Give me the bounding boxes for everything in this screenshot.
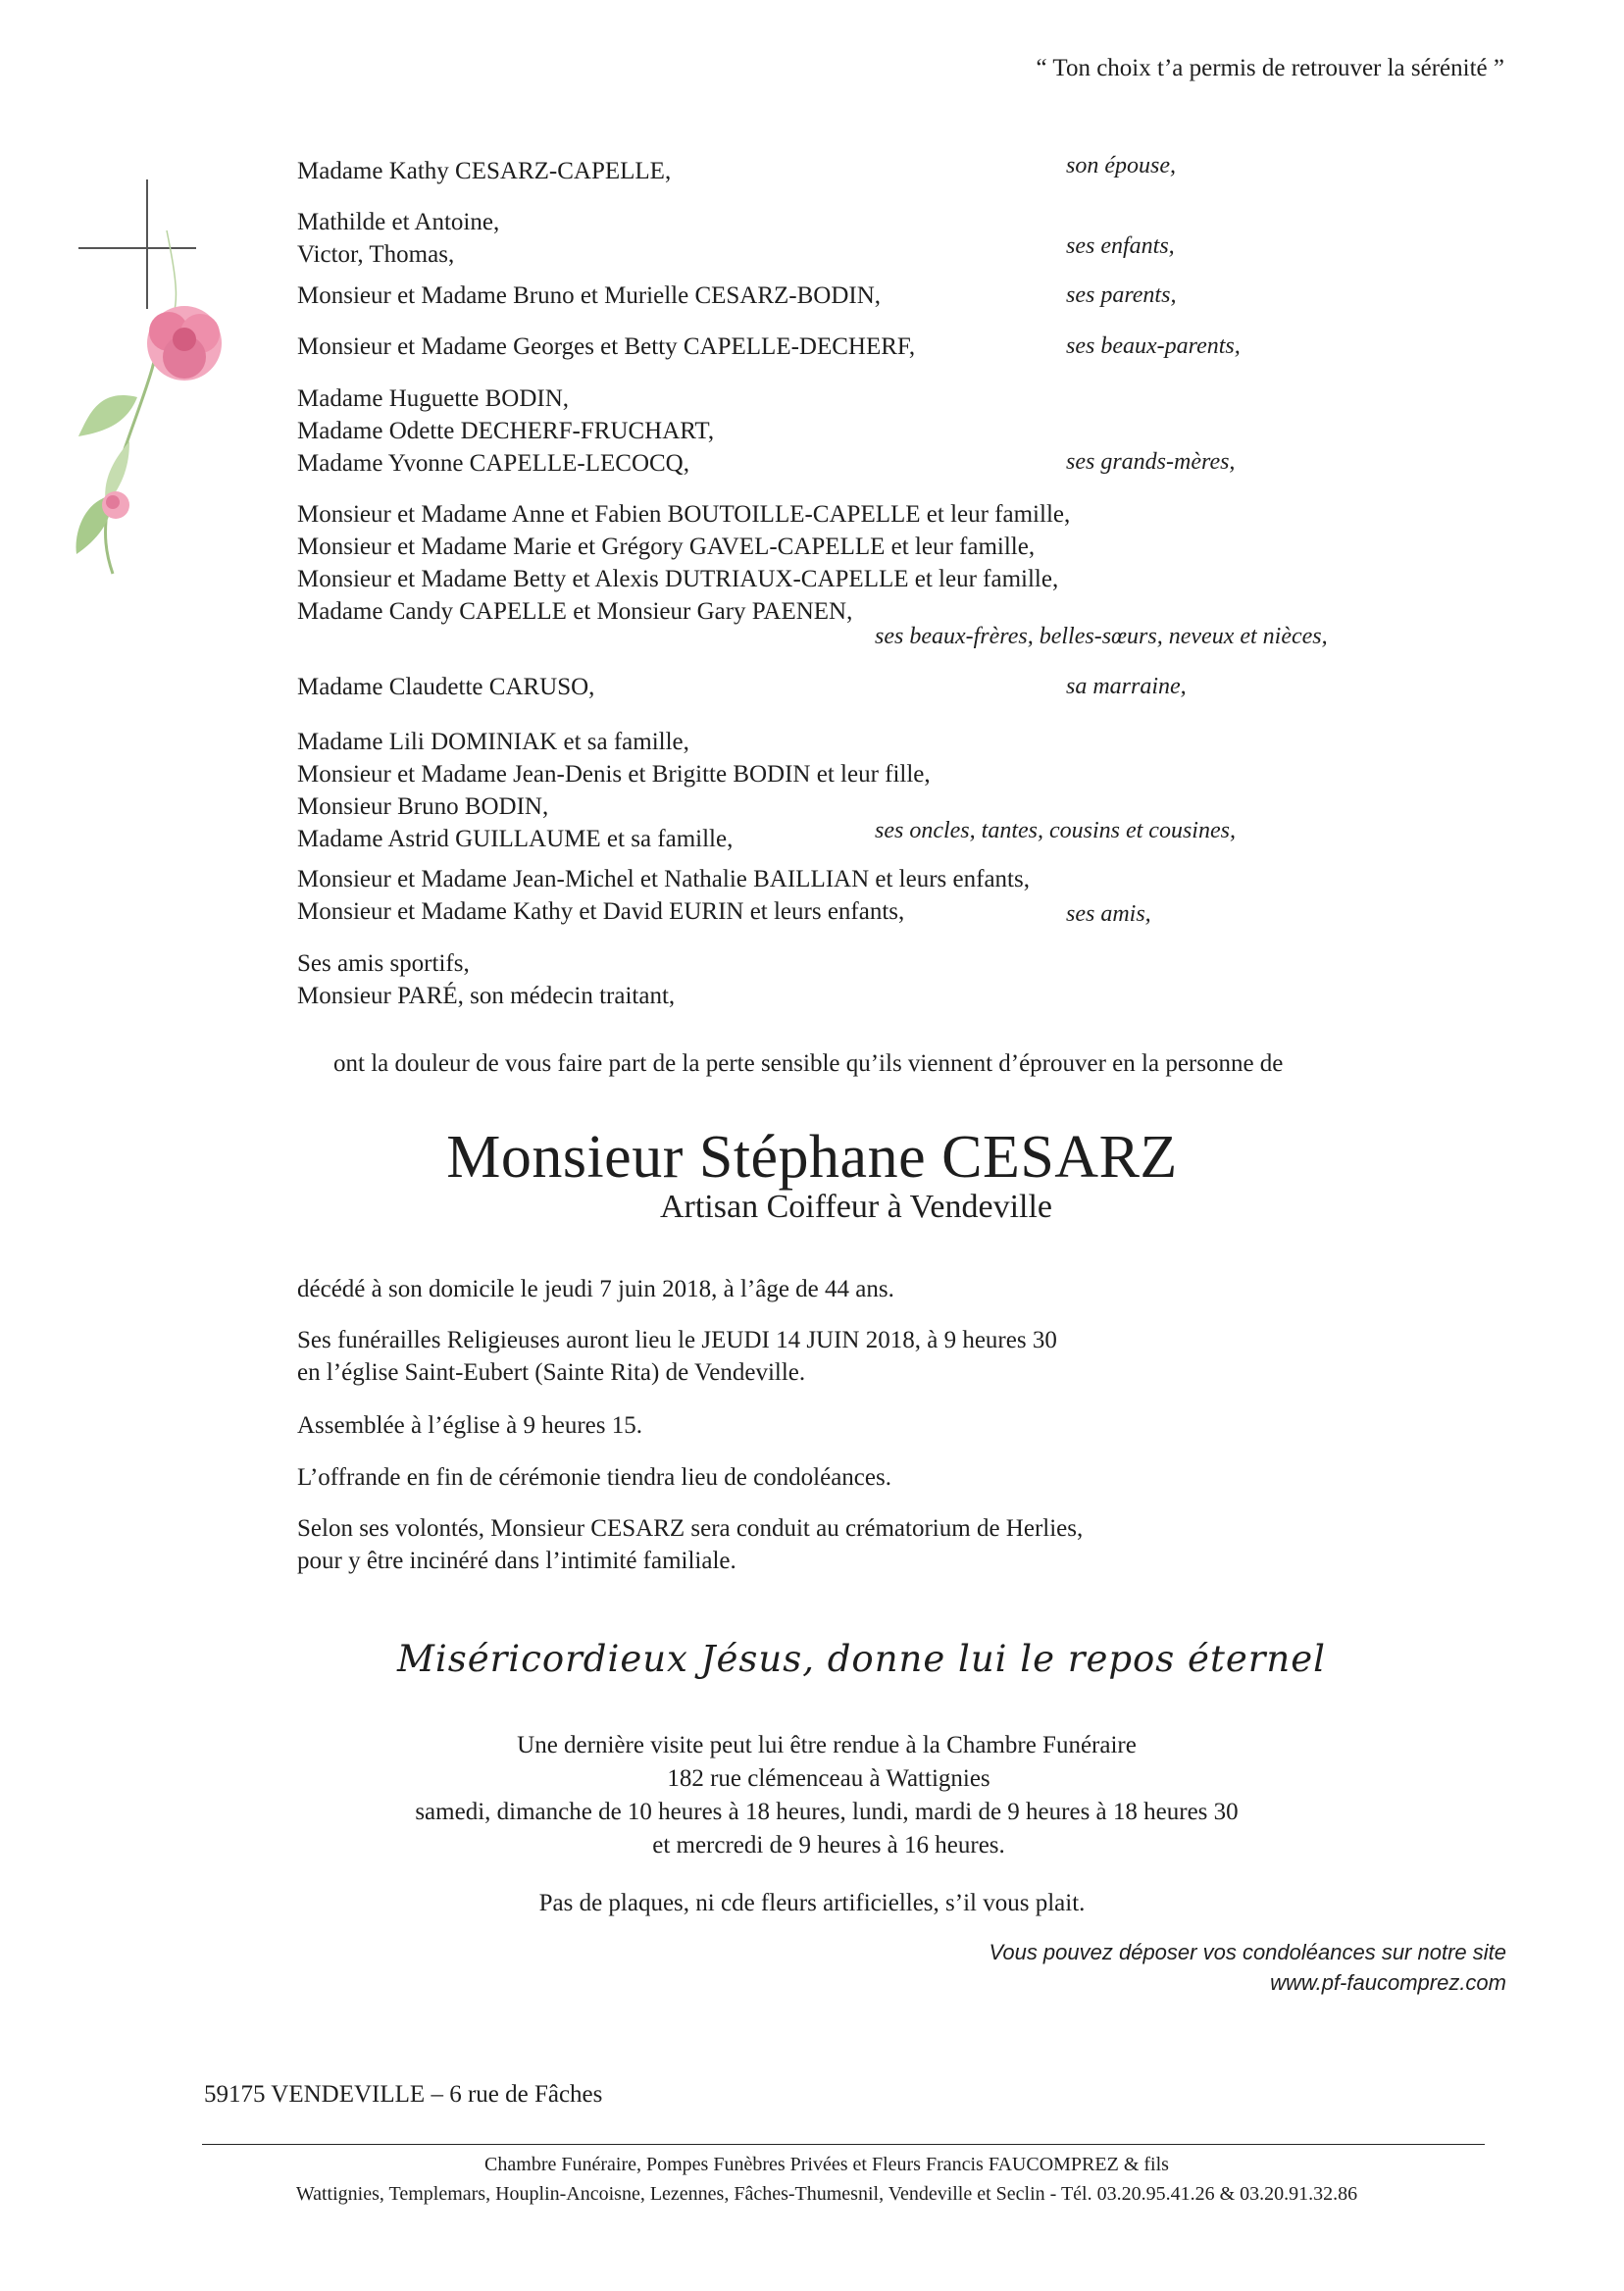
- visit-line: 182 rue clémenceau à Wattignies: [667, 1765, 990, 1792]
- family-member-line: Madame Claudette CARUSO,: [297, 674, 595, 700]
- epigraph: “ Ton choix t’a permis de retrouver la sérénité ”: [1036, 55, 1504, 81]
- family-member-line: Madame Candy CAPELLE et Monsieur Gary PAENEN,: [297, 598, 853, 625]
- family-member-line: Monsieur et Madame Kathy et David EURIN et leurs enfants,: [297, 898, 905, 925]
- family-member-line: Madame Huguette BODIN,: [297, 385, 570, 412]
- family-member-line: Monsieur et Madame Anne et Fabien BOUTOILLE-CAPELLE et leur famille,: [297, 501, 1071, 528]
- footer-divider: [202, 2144, 1485, 2145]
- family-member-line: Monsieur et Madame Jean-Michel et Nathalie BAILLIAN et leurs enfants,: [297, 866, 1030, 892]
- family-relation: ses beaux-frères, belles-sœurs, neveux et nièces,: [875, 624, 1328, 649]
- family-relation: sa marraine,: [1066, 674, 1187, 699]
- funeral-detail-line: Assemblée à l’église à 9 heures 15.: [297, 1412, 642, 1439]
- family-member-line: Madame Kathy CESARZ-CAPELLE,: [297, 158, 672, 184]
- family-member-line: Monsieur et Madame Betty et Alexis DUTRIAUX-CAPELLE et leur famille,: [297, 566, 1059, 592]
- condolence-note: [989, 1937, 1506, 1998]
- funeral-detail-line: L’offrande en fin de cérémonie tiendra lieu de condoléances.: [297, 1464, 891, 1491]
- no-flowers-note: Pas de plaques, ni cde fleurs artificielles, s’il vous plait.: [538, 1890, 1086, 1916]
- funeral-detail-line: en l’église Saint-Eubert (Sainte Rita) de Vendeville.: [297, 1359, 806, 1386]
- family-relation: ses grands-mères,: [1066, 449, 1236, 475]
- family-relation: ses amis,: [1066, 901, 1151, 927]
- family-relation: ses parents,: [1066, 282, 1177, 308]
- condolence-note-text: Vous pouvez déposer vos condoléances sur notre site: [989, 1940, 1506, 1964]
- footer-line-1: Chambre Funéraire, Pompes Funèbres Privées et Fleurs Francis FAUCOMPREZ & fils: [484, 2154, 1169, 2175]
- address: 59175 VENDEVILLE – 6 rue de Fâches: [204, 2081, 603, 2108]
- funeral-detail-line: pour y être incinéré dans l’intimité familiale.: [297, 1548, 736, 1574]
- leaf: [78, 395, 137, 436]
- family-member-line: Madame Lili DOMINIAK et sa famille,: [297, 729, 689, 755]
- deceased-title: Artisan Coiffeur à Vendeville: [659, 1189, 1053, 1225]
- family-member-line: Monsieur et Madame Bruno et Murielle CESARZ-BODIN,: [297, 282, 882, 309]
- family-member-line: Monsieur et Madame Georges et Betty CAPELLE-DECHERF,: [297, 333, 916, 360]
- visit-line: et mercredi de 9 heures à 16 heures.: [652, 1832, 1005, 1858]
- flower-bud: [102, 491, 129, 519]
- visit-line: samedi, dimanche de 10 heures à 18 heures, lundi, mardi de 9 heures à 18 heures 30: [415, 1799, 1239, 1825]
- funeral-detail-line: Selon ses volontés, Monsieur CESARZ sera conduit au crématorium de Herlies,: [297, 1515, 1084, 1542]
- family-member-line: Madame Odette DECHERF-FRUCHART,: [297, 418, 715, 444]
- family-member-line: Victor, Thomas,: [297, 241, 455, 268]
- family-member-line: Ses amis sportifs,: [297, 950, 470, 977]
- family-member-line: Monsieur et Madame Marie et Grégory GAVEL-CAPELLE et leur famille,: [297, 534, 1036, 560]
- peony-flower: [147, 306, 222, 381]
- family-member-line: Monsieur PARÉ, son médecin traitant,: [297, 983, 676, 1009]
- family-member-line: Monsieur et Madame Jean-Denis et Brigitte BODIN et leur fille,: [297, 761, 931, 788]
- family-member-line: Monsieur Bruno BODIN,: [297, 793, 549, 820]
- funeral-detail-line: Ses funérailles Religieuses auront lieu le JEUDI 14 JUIN 2018, à 9 heures 30: [297, 1327, 1057, 1353]
- family-member-line: Mathilde et Antoine,: [297, 209, 500, 235]
- condolence-site-link[interactable]: www.pf-faucomprez.com: [1270, 1970, 1506, 1995]
- family-relation: son épouse,: [1066, 153, 1176, 178]
- deceased-name: Monsieur Stéphane CESARZ: [446, 1124, 1178, 1191]
- footer-line-2: Wattignies, Templemars, Houplin-Ancoisne, Lezennes, Fâches-Thumesnil, Vendeville et Seclin - Tél. 03.20.95.41.26 & 03.20.91.32.86: [295, 2183, 1358, 2205]
- prayer: Miséricordieux Jésus, donne lui le repos éternel: [397, 1638, 1326, 1680]
- family-relation: ses oncles, tantes, cousins et cousines,: [875, 818, 1236, 843]
- family-relation: ses enfants,: [1066, 233, 1175, 259]
- cross-flower-illustration: [69, 172, 265, 584]
- funeral-detail-line: décédé à son domicile le jeudi 7 juin 2018, à l’âge de 44 ans.: [297, 1276, 894, 1302]
- family-member-line: Madame Yvonne CAPELLE-LECOCQ,: [297, 450, 689, 477]
- family-member-line: Madame Astrid GUILLAUME et sa famille,: [297, 826, 734, 852]
- visit-line: Une dernière visite peut lui être rendue à la Chambre Funéraire: [517, 1732, 1137, 1758]
- announcement: ont la douleur de vous faire part de la perte sensible qu’ils viennent d’éprouver en la personne de: [333, 1050, 1284, 1077]
- family-relation: ses beaux-parents,: [1066, 333, 1241, 359]
